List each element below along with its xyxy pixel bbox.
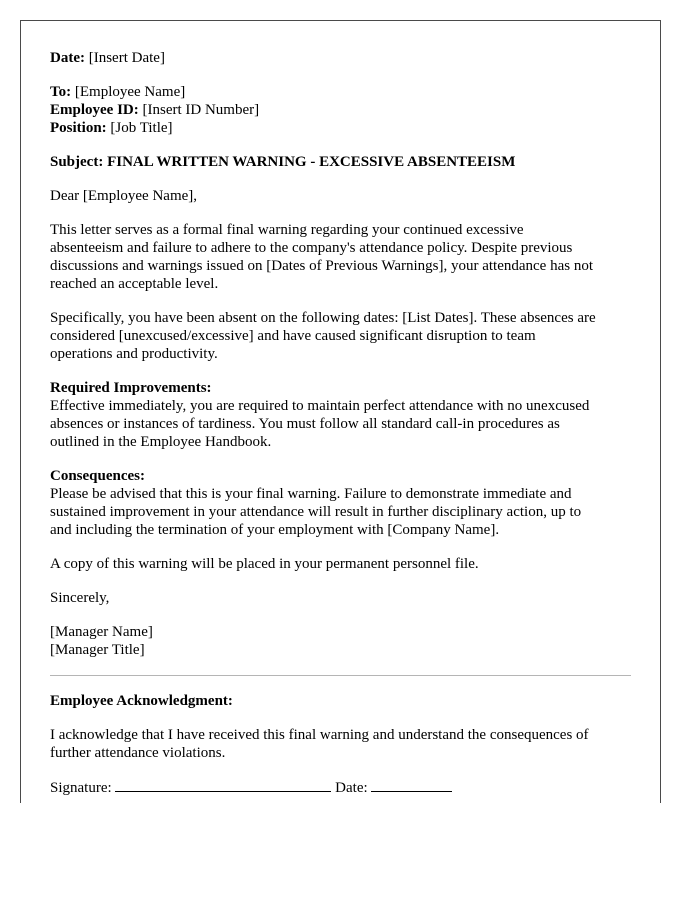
employee-id-label: Employee ID: bbox=[50, 102, 139, 118]
paragraph-line: Specifically, you have been absent on the following dates: [List Dates]. These absences are bbox=[50, 310, 596, 326]
improvements-heading bbox=[50, 379, 631, 397]
paragraph-line: reached an acceptable level. bbox=[50, 276, 219, 292]
employee-id-line bbox=[50, 101, 631, 119]
position-label: Position: bbox=[50, 120, 107, 136]
consequences-section bbox=[50, 467, 631, 539]
acknowledgment-text bbox=[50, 726, 631, 762]
paragraph-line: This letter serves as a formal final warning regarding your continued excessive bbox=[50, 222, 524, 238]
manager-title: [Manager Title] bbox=[50, 642, 145, 658]
date-value: [Insert Date] bbox=[88, 50, 165, 66]
employee-id-value: [Insert ID Number] bbox=[142, 102, 260, 118]
consequences-heading-text: Consequences: bbox=[50, 468, 146, 484]
date-line bbox=[50, 49, 631, 67]
position-line bbox=[50, 119, 631, 137]
to-line bbox=[50, 83, 631, 101]
paragraph-line: discussions and warnings issued on [Dates of Previous Warnings], your attendance has not bbox=[50, 258, 594, 274]
section-divider bbox=[50, 675, 631, 676]
signature-line bbox=[50, 778, 631, 797]
date-label: Date: bbox=[50, 50, 85, 66]
specifics-paragraph bbox=[50, 309, 631, 363]
paragraph-line: Effective immediately, you are required to maintain perfect attendance with no unexcused bbox=[50, 398, 590, 414]
warning-letter bbox=[20, 20, 661, 803]
subject-line bbox=[50, 153, 631, 171]
intro-paragraph bbox=[50, 221, 631, 293]
position-value: [Job Title] bbox=[110, 120, 173, 136]
acknowledgment-heading bbox=[50, 692, 631, 710]
paragraph-line: considered [unexcused/excessive] and have caused significant disruption to team bbox=[50, 328, 536, 344]
acknowledgment-date-blank[interactable] bbox=[371, 778, 452, 792]
consequences-heading bbox=[50, 467, 631, 485]
paragraph-line: and including the termination of your employment with [Company Name]. bbox=[50, 522, 500, 538]
manager-name: [Manager Name] bbox=[50, 624, 153, 640]
paragraph-line: further attendance violations. bbox=[50, 745, 226, 761]
to-value: [Employee Name] bbox=[74, 84, 186, 100]
paragraph-line: I acknowledge that I have received this final warning and understand the consequences of bbox=[50, 727, 589, 743]
paragraph-line: sustained improvement in your attendance will result in further disciplinary action, up to bbox=[50, 504, 582, 520]
file-note: A copy of this warning will be placed in your permanent personnel file. bbox=[50, 556, 479, 572]
signature-blank[interactable] bbox=[115, 778, 331, 792]
paragraph-line: operations and productivity. bbox=[50, 346, 218, 362]
improvements-section bbox=[50, 379, 631, 451]
paragraph-line: absenteeism and failure to adhere to the company's attendance policy. Despite previous bbox=[50, 240, 573, 256]
paragraph-line: outlined in the Employee Handbook. bbox=[50, 434, 272, 450]
improvements-heading-text: Required Improvements: bbox=[50, 380, 212, 396]
acknowledgment-date-label: Date: bbox=[335, 780, 368, 796]
sign-off: Sincerely, bbox=[50, 590, 110, 606]
paragraph-line: Please be advised that this is your final warning. Failure to demonstrate immediate and bbox=[50, 486, 572, 502]
subject-text: Subject: FINAL WRITTEN WARNING - EXCESSIVE ABSENTEEISM bbox=[50, 154, 516, 170]
greeting: Dear [Employee Name], bbox=[50, 188, 198, 204]
paragraph-line: absences or instances of tardiness. You must follow all standard call-in procedures as bbox=[50, 416, 560, 432]
acknowledgment-heading-text: Employee Acknowledgment: bbox=[50, 693, 233, 709]
to-label: To: bbox=[50, 84, 72, 100]
signature-label: Signature: bbox=[50, 780, 112, 796]
